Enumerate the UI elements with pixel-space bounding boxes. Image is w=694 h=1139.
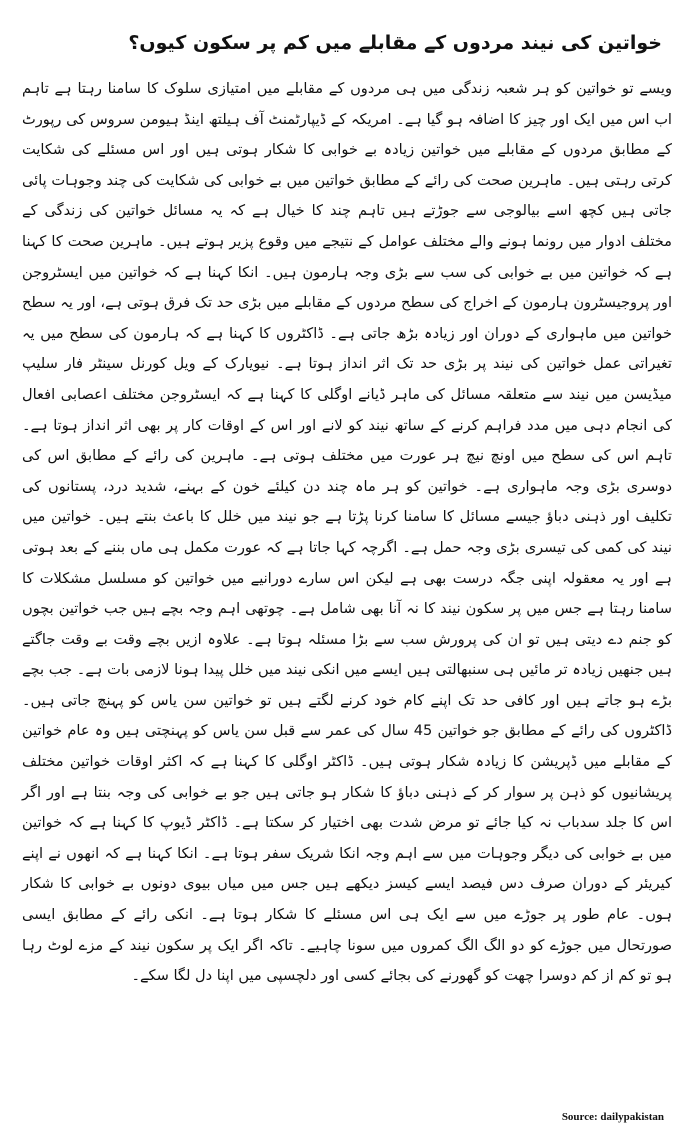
- article-title: خواتین کی نیند مردوں کے مقابلے میں کم پر سکون کیوں؟: [128, 32, 662, 54]
- source-credit: Source: dailypakistan: [561, 1111, 664, 1123]
- article-body: ویسے تو خواتین کو ہر شعبہ زندگی میں ہی مردوں کے مقابلے میں امتیازی سلوک کا سامنا رہتا ہے تاہم اب اس میں ایک اور چیز کا اضافہ ہو گیا ہے۔ امریکہ کے ڈیپارٹمنٹ آف ہیلتھ اینڈ ہیومن سروس کی رپورٹ کے مطابق مردوں کے مقابلے میں خواتین زیادہ بے خوابی کا شکار ہوتی ہیں اور اس مسئلے کی شکایت کرتی رہتی ہیں۔ ماہرین صحت کی رائے کے مطابق خواتین میں بے خوابی کی شکایت کی چند وجوہات پائی جاتی ہیں کچھ اسے بیالوجی سے جوڑتے ہیں تاہم چند کا خیال ہے کہ یہ مسائل خواتین کی زندگی کے مختلف ادوار میں رونما ہونے والے مختلف عوامل کے نتیجے میں وقوع پزیر ہوتے ہیں۔ ماہرین صحت کا کہنا ہے کہ خواتین میں بے خوابی کی سب سے بڑی وجہ ہارمون ہیں۔ انکا کہنا ہے کہ خواتین میں ایسٹروجن اور پروجیسٹرون ہارمون کے اخراج کی سطح مردوں کے مقابلے میں بڑی حد تک فرق ہوتی ہے، اور یہ سطح خواتین میں ماہواری کے دوران اور زیادہ بڑھ جاتی ہے۔ ڈاکٹروں کا کہنا ہے کہ ہارمون کی سطح میں یہ تغیراتی عمل خواتین کی نیند پر بڑی حد تک اثر انداز ہوتا ہے۔ نیویارک کے ویل کورنل سینٹر فار سلیپ میڈیسن میں نیند سے متعلقہ مسائل کی ماہر ڈیانے اوگلی کا کہنا ہے کہ ایسٹروجن مختلف اعصابی افعال کی انجام دہی میں مدد فراہم کرنے کے ساتھ نیند کو لانے اور اس کے اوقات کار پر بھی اثر انداز ہوتا ہے۔ تاہم اس کی سطح میں اونچ نیچ ہر عورت میں مختلف ہوتی ہے۔ ماہرین کی رائے کے مطابق اس کی دوسری بڑی وجہ ماہواری ہے۔ خواتین کو ہر ماہ چند دن کیلئے خون کے بہنے، شدید درد، پستانوں کی تکلیف اور ذہنی دباؤ جیسے مسائل کا سامنا کرنا پڑتا ہے جو نیند میں خلل کا باعث بنتے ہیں۔ خواتین میں نیند کی کمی کی تیسری بڑی وجہ حمل ہے۔ اگرچہ کہا جاتا ہے کہ عورت مکمل ہی ماں بننے کے بعد ہوتی ہے اور یہ معقولہ اپنی جگہ درست بھی ہے لیکن اس سارے دورانیے میں خواتین کو مسلسل مشکلات کا سامنا رہتا ہے جس میں پر سکون نیند کا نہ آنا بھی شامل ہے۔ چوتھی اہم وجہ بچے ہیں جب خواتین بچوں کو جنم دے دیتی ہیں تو ان کی پرورش سب سے بڑا مسئلہ ہوتا ہے۔ علاوہ ازیں بچے وقت بے وقت جاگتے ہیں جنھیں زیادہ تر مائیں ہی سنبھالتی ہیں ایسے میں انکی نیند میں خلل پیدا ہونا لازمی بات ہے۔ جب بچے بڑے ہو جاتے ہیں اور کافی حد تک اپنے کام خود کرنے لگتے ہیں تو خواتین سن یاس کو پہنچ جاتی ہیں۔ ڈاکٹروں کی رائے کے مطابق جو خواتین 45 سال کی عمر سے قبل سن یاس کو پہنچتی ہیں وہ عام خواتین کے مقابلے میں ڈپریشن کا زیادہ شکار ہوتی ہیں۔ ڈاکٹر اوگلی کا کہنا ہے کہ اکثر اوقات خواتین مختلف پریشانیوں کو ذہن پر سوار کر کے ذہنی دباؤ کا شکار ہو جاتی ہیں جو بے خوابی کی وجہ بنتا ہے اور اگر اس کا جلد سدباب نہ کیا جائے تو مرض شدت بھی اختیار کر سکتا ہے۔ ڈاکٹر ڈیوپ کا کہنا ہے کہ خواتین میں بے خوابی کی دیگر وجوہات میں سے اہم وجہ انکا شریک سفر ہوتا ہے۔ انکا کہنا ہے کہ انھوں نے اپنے کیریئر کے دوران صرف دس فیصد ایسے کیسز دیکھے ہیں جس میں میاں بیوی دونوں بے خوابی کا شکار ہوں۔ عام طور پر جوڑے میں سے ایک ہی اس مسئلے کا شکار ہوتا ہے۔ انکی رائے کے مطابق ایسی صورتحال میں جوڑے کو دو الگ الگ کمروں میں سونا چاہیے۔ تاکہ اگر ایک پر سکون نیند کے مزے لوٹ رہا ہو تو کم از کم دوسرا چھت کو گھورنے کی بجائے کسی اور دلچسپی میں اپنا دل لگا سکے۔: [22, 80, 672, 985]
